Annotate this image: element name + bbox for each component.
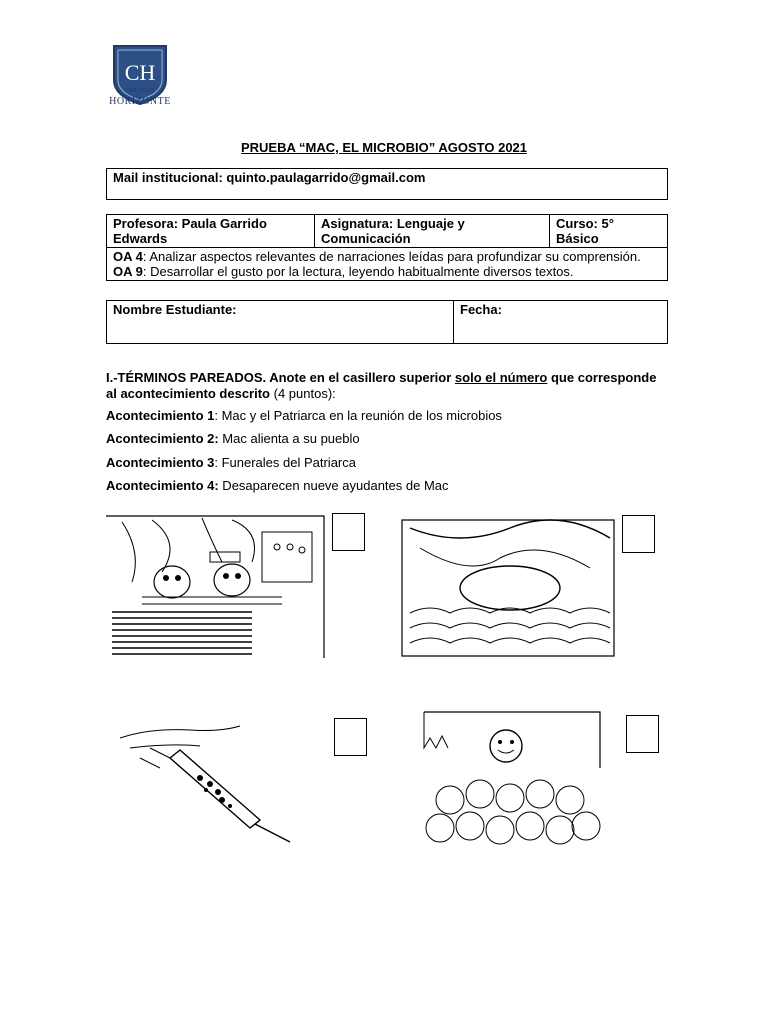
illustration-funeral	[400, 518, 616, 658]
event-4	[106, 478, 449, 493]
mail-cell	[107, 169, 668, 200]
event-4-label: Acontecimiento 4:	[106, 478, 219, 493]
section-heading-underlined: solo el número	[454, 370, 548, 385]
mail-box	[106, 168, 668, 200]
logo-line1: COLEGIO	[125, 88, 155, 94]
event-3-label: Acontecimiento 3	[106, 455, 215, 470]
teacher-line2: Edwards	[113, 231, 168, 246]
answer-box-2[interactable]	[622, 515, 655, 553]
event-1-text: : Mac y el Patriarca en la reunión de los microbios	[214, 408, 502, 423]
course-label: Curso:	[556, 216, 598, 231]
student-table	[106, 300, 668, 344]
subject-line1: Lenguaje y	[396, 216, 465, 231]
oa9-label: OA 9	[113, 264, 143, 279]
answer-box-3[interactable]	[334, 718, 367, 756]
event-4-text: Desaparecen nueve ayudantes de Mac	[218, 478, 449, 493]
event-1-label: Acontecimiento 1	[106, 408, 215, 423]
page-title	[0, 140, 768, 155]
course-cell	[550, 215, 668, 248]
oa9-text: : Desarrollar el gusto por la lectura, leyendo habitualmente diversos textos.	[142, 264, 574, 279]
mail-label: Mail institucional:	[113, 170, 223, 185]
illustration-meeting	[102, 512, 328, 660]
section-points: (4 puntos):	[270, 386, 336, 401]
logo-line2: HORIZONTE	[109, 96, 171, 107]
oa4-label: OA 4	[113, 249, 143, 264]
date-cell[interactable]	[454, 301, 668, 344]
oa4-text: : Analizar aspectos relevantes de narraciones leídas para profundizar su comprensión.	[142, 249, 641, 264]
subject-cell	[315, 215, 550, 248]
section-heading	[106, 370, 666, 402]
logo-initials: CH	[124, 60, 156, 85]
teacher-cell	[107, 215, 315, 248]
mail-value: quinto.paulagarrido@gmail.com	[226, 170, 426, 185]
course-line2: Básico	[556, 231, 599, 246]
answer-box-1[interactable]	[332, 513, 365, 551]
student-name-label: Nombre Estudiante:	[113, 302, 237, 317]
info-table	[106, 214, 668, 281]
student-name-cell[interactable]	[107, 301, 454, 344]
date-label: Fecha:	[460, 302, 502, 317]
answer-box-4[interactable]	[626, 715, 659, 753]
section-heading-part2: que corresponde al acontecimiento descrito	[106, 370, 657, 401]
event-3-text: : Funerales del Patriarca	[214, 455, 356, 470]
course-line1: 5°	[601, 216, 614, 231]
page-title-text: PRUEBA “MAC, EL MICROBIO” AGOSTO 2021	[240, 140, 528, 155]
teacher-label: Profesora:	[113, 216, 179, 231]
event-3	[106, 455, 356, 470]
event-2-text: Mac alienta a su pueblo	[218, 431, 360, 446]
event-2	[106, 431, 360, 446]
objectives-cell	[107, 248, 668, 281]
illustration-syringe	[110, 718, 320, 848]
event-1	[106, 408, 502, 423]
subject-label: Asignatura:	[321, 216, 394, 231]
event-2-label: Acontecimiento 2:	[106, 431, 219, 446]
illustration-crowd	[410, 708, 616, 854]
subject-line2: Comunicación	[321, 231, 411, 246]
teacher-line1: Paula Garrido	[181, 216, 267, 231]
section-heading-part1: I.-TÉRMINOS PAREADOS. Anote en el casillero superior	[106, 370, 455, 385]
